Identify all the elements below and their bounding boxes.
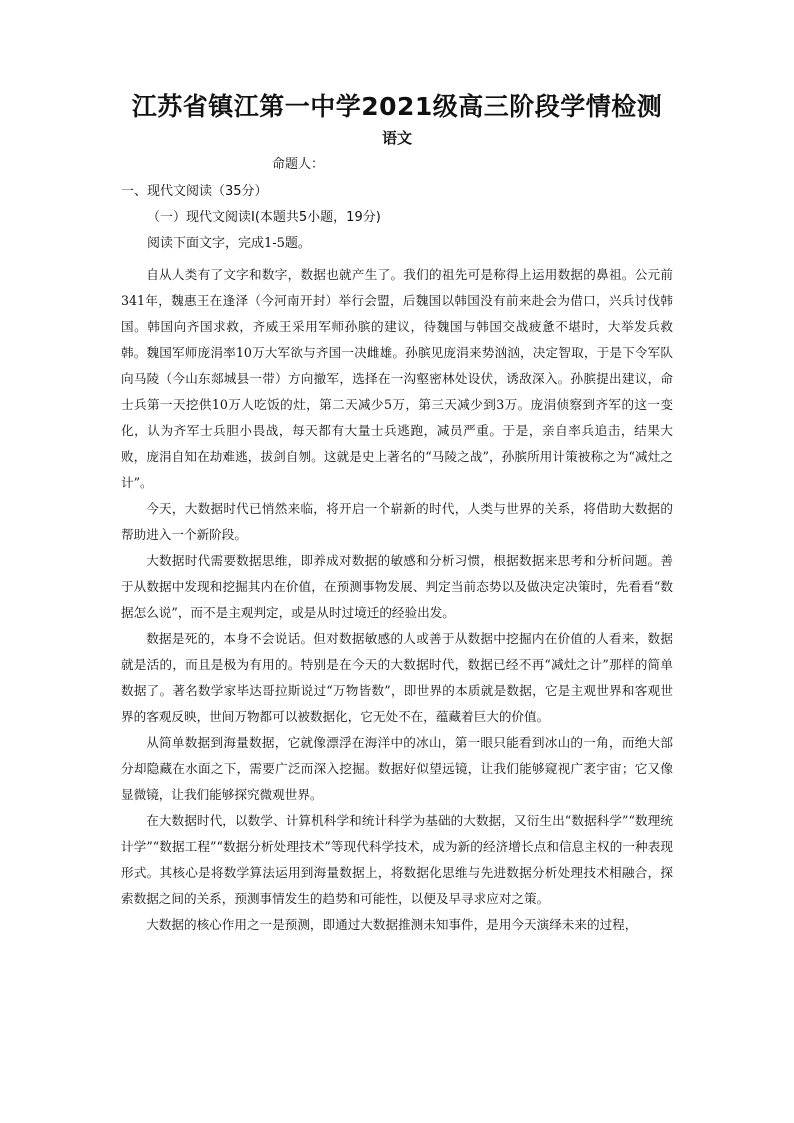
page-title: 江苏省镇江第一中学2021级高三阶段学情检测: [131, 92, 663, 121]
paragraph: 数据是死的，本身不会说话。但对数据敏感的人或善于从数据中挖掘内在价值的人看来，数据就是活的，而且是极为有用的。特别是在今天的大数据时代，数据已经不再“减灶之计”那样的简单数据了。著名数学家毕达哥拉斯说过“万物皆数”，即世界的本质就是数据，它是主观世界和客观世界的客观反映，世间万物都可以被数据化，它无处不在，蕴藏着巨大的价值。: [121, 631, 673, 724]
article-body: [121, 262, 673, 938]
paragraph: 在大数据时代，以数学、计算机科学和统计科学为基础的大数据，又衍生出“数据科学”“数理统计学”“数据工程”“数据分析处理技术”等现代科学技术，成为新的经济增长点和信息主权的一种表现形式。其核心是将数学算法运用到海量数据上，将数据化思维与先进数据分析处理技术相融合，探索数据之间的关系，预测事情发生的趋势和可能性，以便及早寻求应对之策。: [121, 813, 673, 906]
author-label: 命题人：: [272, 157, 325, 172]
reading-instruction: 阅读下面文字，完成1-5题。: [147, 236, 311, 251]
paragraph: 大数据时代需要数据思维，即养成对数据的敏感和分析习惯，根据数据来思考和分析问题。善于从数据中发现和挖掘其内在价值，在预测事物发展、判定当前态势以及做决定决策时，先看看“数据怎么说”，而不是主观判定，或是从时过境迁的经验出发。: [121, 553, 673, 620]
paragraph: 大数据的核心作用之一是预测，即通过大数据推测未知事件，是用今天演绎未来的过程，: [146, 917, 638, 932]
section-heading: 一、现代文阅读（35分）: [121, 184, 268, 199]
subject-label: 语文: [381, 129, 412, 147]
paragraph: 从简单数据到海量数据，它就像漂浮在海洋中的冰山，第一眼只能看到冰山的一角，而绝大部分却隐藏在水面之下，需要广泛而深入挖掘。数据好似望远镜，让我们能够窥视广袤宇宙；它又像显微镜，让我们能够探究微观世界。: [121, 735, 673, 802]
paragraph: 自从人类有了文字和数字，数据也就产生了。我们的祖先可是称得上运用数据的鼻祖。公元前341年，魏惠王在逢泽（今河南开封）举行会盟，后魏国以韩国没有前来赴会为借口，兴兵讨伐韩国。韩国向齐国求救，齐威王采用军师孙膑的建议，待魏国与韩国交战疲惫不堪时，大举发兵救韩。魏国军师庞涓率10万大军欲与齐国一决雌雄。孙膑见庞涓来势汹汹，决定智取，于是下令军队向马陵（今山东郯城县一带）方向撤军，选择在一沟壑密林处设伏，诱敌深入。孙膑提出建议，命士兵第一天挖供10万人吃饭的灶，第二天减少5万，第三天减少到3万。庞涓侦察到齐军的这一变化，认为齐军士兵胆小畏战，每天都有大量士兵逃跑，减员严重。于是，亲自率兵追击，结果大败，庞涓自知在劫难逃，拔剑自刎。这就是史上著名的“马陵之战”，孙膑所用计策被称之为“减灶之计”。: [121, 267, 673, 490]
paragraph: 今天，大数据时代已悄然来临，将开启一个崭新的时代，人类与世界的关系，将借助大数据的帮助进入一个新阶段。: [121, 501, 673, 542]
subsection-heading: （一）现代文阅读Ⅰ(本题共5小题，19分): [147, 210, 381, 225]
